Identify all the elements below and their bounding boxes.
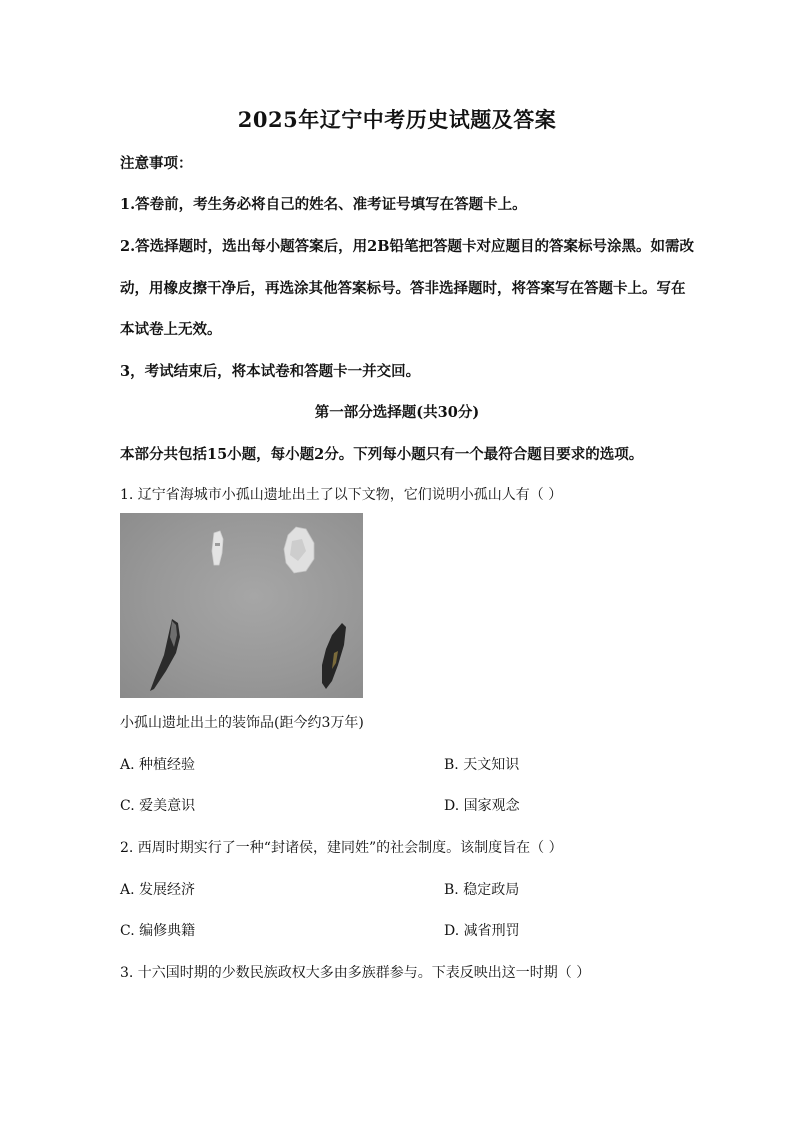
question-1-caption: 小孤山遗址出土的装饰品(距今约3万年) xyxy=(120,715,364,731)
notice-heading: 注意事项： xyxy=(120,155,193,172)
question-3-stem: 3. 十六国时期的少数民族政权大多由多族群参与。下表反映出这一时期（ ） xyxy=(120,965,591,981)
question-1-option-d: D. 国家观念 xyxy=(444,798,520,814)
question-2-option-a: A. 发展经济 xyxy=(120,882,196,898)
notice-item-2-line-3: 本试卷上无效。 xyxy=(120,321,222,338)
artifact-illustration xyxy=(120,513,363,698)
question-2-stem: 2. 西周时期实行了一种“封诸侯，建同姓”的社会制度。该制度旨在（ ） xyxy=(120,840,563,856)
artifact-photo xyxy=(120,513,363,698)
question-2-option-c: C. 编修典籍 xyxy=(120,923,196,939)
page-title: 2025年辽宁中考历史试题及答案 xyxy=(237,107,557,132)
section-title: 第一部分选择题(共30分) xyxy=(314,404,480,421)
question-1-option-b: B. 天文知识 xyxy=(444,757,520,773)
section-instruction: 本部分共包括15小题，每小题2分。下列每小题只有一个最符合题目要求的选项。 xyxy=(120,446,644,463)
question-2-option-d: D. 减省刑罚 xyxy=(444,923,520,939)
question-1-option-a: A. 种植经验 xyxy=(120,757,196,773)
question-1-stem: 1. 辽宁省海城市小孤山遗址出土了以下文物，它们说明小孤山人有（ ） xyxy=(120,487,563,503)
notice-item-2-line-2: 动，用橡皮擦干净后，再选涂其他答案标号。答非选择题时，将答案写在答题卡上。写在 xyxy=(120,280,686,297)
question-1-option-c: C. 爱美意识 xyxy=(120,798,196,814)
question-2-option-b: B. 稳定政局 xyxy=(444,882,520,898)
notice-item-1: 1.答卷前，考生务必将自己的姓名、准考证号填写在答题卡上。 xyxy=(120,196,527,213)
notice-item-3: 3，考试结束后，将本试卷和答题卡一并交回。 xyxy=(120,363,421,380)
notice-item-2-line-1: 2.答选择题时，选出每小题答案后，用2B铅笔把答题卡对应题目的答案标号涂黑。如需改 xyxy=(120,238,694,255)
